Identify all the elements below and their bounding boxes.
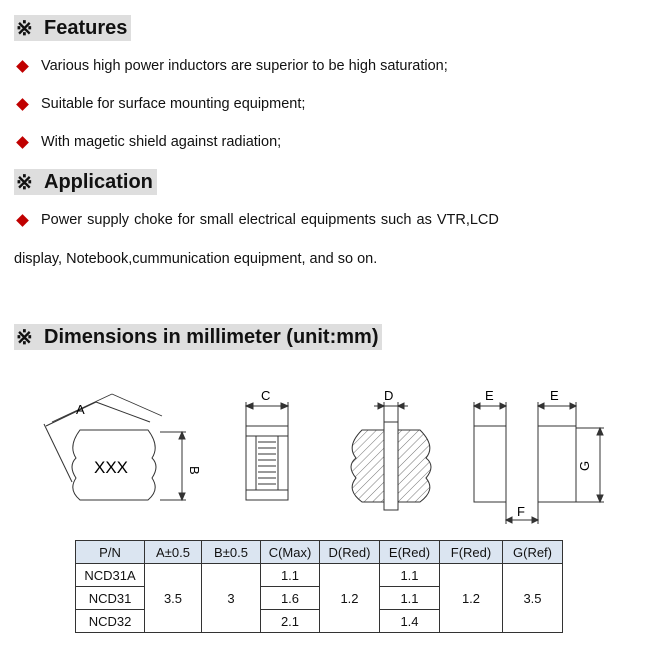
features-heading — [14, 15, 131, 41]
table-row — [76, 564, 563, 587]
label-d: D — [384, 388, 394, 403]
header-g: G(Ref) — [503, 541, 563, 564]
feature-item: Suitable for surface mounting equipment; — [16, 96, 305, 112]
header-b: B±0.5 — [202, 541, 261, 564]
features-title: Features — [44, 16, 128, 39]
reference-mark-icon: ※ — [16, 17, 33, 40]
label-e-left: E — [485, 388, 494, 403]
cell-pn: NCD31A — [76, 564, 145, 587]
reference-mark-icon: ※ — [16, 326, 33, 349]
label-b: B — [187, 466, 202, 475]
marking-text: XXX — [94, 458, 129, 477]
cell-c: 2.1 — [261, 610, 320, 633]
dimensions-title: Dimensions in millimeter (unit:mm) — [44, 325, 379, 348]
application-title: Application — [44, 170, 153, 193]
red-diamond-bullet-icon — [16, 98, 29, 111]
cell-b: 3 — [202, 564, 261, 633]
red-diamond-bullet-icon — [16, 136, 29, 149]
application-item: Power supply choke for small electrical equipments such as VTR,LCD — [16, 212, 526, 228]
cell-pn: NCD31 — [76, 587, 145, 610]
dimensions-heading — [14, 324, 382, 350]
cell-e: 1.4 — [380, 610, 440, 633]
header-pn: P/N — [76, 541, 145, 564]
application-continuation: display, Notebook,cummunication equipment, and so on. — [14, 251, 378, 267]
label-e-right: E — [550, 388, 559, 403]
red-diamond-bullet-icon — [16, 214, 29, 227]
dimension-drawing — [0, 382, 654, 532]
cell-f: 1.2 — [440, 564, 503, 633]
cell-c: 1.1 — [261, 564, 320, 587]
feature-item: Various high power inductors are superior to be high saturation; — [16, 58, 448, 74]
cell-e: 1.1 — [380, 587, 440, 610]
label-g: G — [577, 460, 592, 471]
header-e: E(Red) — [380, 541, 440, 564]
application-heading — [14, 169, 157, 195]
cross-section-view — [351, 402, 431, 510]
cell-c: 1.6 — [261, 587, 320, 610]
label-c: C — [261, 388, 271, 403]
header-a: A±0.5 — [145, 541, 202, 564]
feature-item: With magetic shield against radiation; — [16, 134, 281, 150]
header-d: D(Red) — [320, 541, 380, 564]
top-view — [44, 394, 186, 500]
header-c: C(Max) — [261, 541, 320, 564]
label-a: A — [76, 402, 85, 417]
cell-d: 1.2 — [320, 564, 380, 633]
red-diamond-bullet-icon — [16, 60, 29, 73]
table-header-row — [76, 541, 563, 564]
cell-e: 1.1 — [380, 564, 440, 587]
dimension-table — [75, 540, 563, 633]
label-f: F — [517, 504, 525, 519]
side-view — [246, 402, 288, 500]
reference-mark-icon: ※ — [16, 171, 33, 194]
header-f: F(Red) — [440, 541, 503, 564]
cell-pn: NCD32 — [76, 610, 145, 633]
cell-a: 3.5 — [145, 564, 202, 633]
cell-g: 3.5 — [503, 564, 563, 633]
